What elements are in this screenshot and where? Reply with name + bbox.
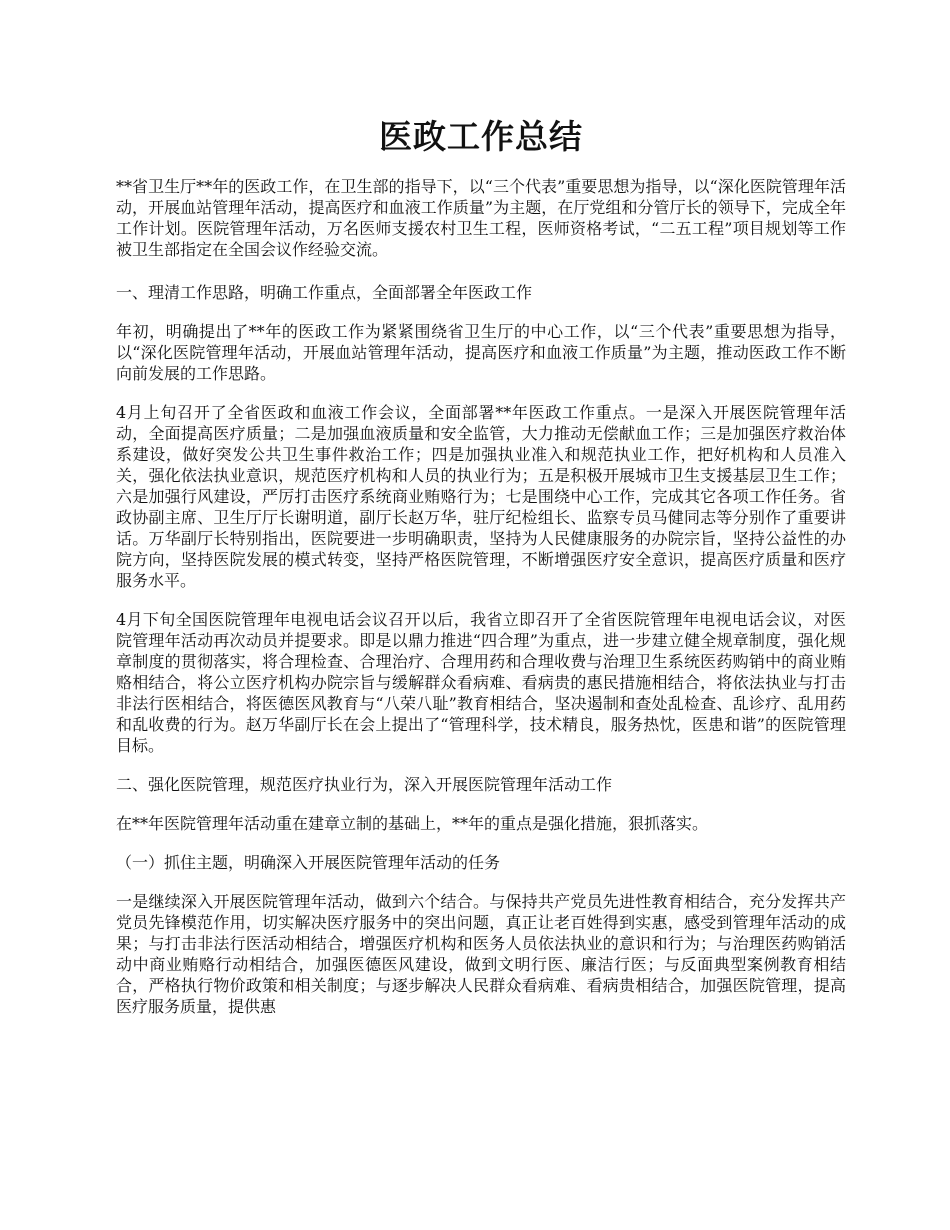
subsection1-paragraph-1: 一是继续深入开展医院管理年活动，做到六个结合。与保持共产党员先进性教育相结合，充分发挥共产党员先锋模范作用，切实解决医疗服务中的突出问题，真正让老百姓得到实惠，感受到管理年活动的成果；与打击非法行医活动相结合，增强医疗机构和医务人员依法执业的意识和行为；与治理医药购销活动中商业贿赂行动相结合，加强医德医风建设，做到文明行医、廉洁行医；与反面典型案例教育相结合，严格执行物价政策和相关制度；与逐步解决人民群众看病难、看病贵相结合，加强医院管理，提高医疗服务质量，提供惠 — [116, 892, 846, 1016]
section1-paragraph-1: 年初，明确提出了**年的医政工作为紧紧围绕省卫生厅的中心工作，以“三个代表”重要思想为指导，以“深化医院管理年活动，开展血站管理年活动，提高医疗和血液工作质量”为主题，推动医政工作不断向前发展的工作思路。 — [116, 322, 846, 383]
document-page — [116, 0, 846, 1230]
section-heading-2: 二、强化医院管理，规范医疗执业行为，深入开展医院管理年活动工作 — [116, 775, 613, 794]
intro-paragraph: **省卫生厅**年的医政工作，在卫生部的指导下，以“三个代表”重要思想为指导，以“深化医院管理年活动，开展血站管理年活动，提高医疗和血液工作质量”为主题，在厅党组和分管厅长的领导下，完成全年工作计划。医院管理年活动，万名医师支援农村卫生工程，医师资格考试，“二五工程”项目规划等工作被卫生部指定在全国会议作经验交流。 — [116, 177, 846, 259]
section1-paragraph-2: 4月上旬召开了全省医政和血液工作会议，全面部署**年医政工作重点。一是深入开展医院管理年活动，全面提高医疗质量；二是加强血液质量和安全监管，大力推动无偿献血工作；三是加强医疗救治体系建设，做好突发公共卫生事件救治工作；四是加强执业准入和规范执业工作，把好机构和人员准入关，强化依法执业意识，规范医疗机构和人员的执业行为；五是积极开展城市卫生支援基层卫生工作；六是加强行风建设，严厉打击医疗系统商业贿赂行为；七是围绕中心工作，完成其它各项工作任务。省政协副主席、卫生厅厅长谢明道，副厅长赵万华，驻厅纪检组长、监察专员马健同志等分别作了重要讲话。万华副厅长特别指出，医院要进一步明确职责，坚持为人民健康服务的办院宗旨，坚持公益性的办院方向，坚持医院发展的模式转变，坚持严格医院管理，不断增强医疗安全意识，提高医疗质量和医疗服务水平。 — [116, 403, 846, 590]
section1-paragraph-3: 4月下旬全国医院管理年电视电话会议召开以后，我省立即召开了全省医院管理年电视电话会议，对医院管理年活动再次动员并提要求。即是以鼎力推进“四合理”为重点，进一步建立健全规章制度，强化规章制度的贯彻落实，将合理检查、合理治疗、合理用药和合理收费与治理卫生系统医药购销中的商业贿赂相结合，将公立医疗机构办院宗旨与缓解群众看病难、看病贵的惠民措施相结合，将依法执业与打击非法行医相结合，将医德医风教育与“八荣八耻”教育相结合，坚决遏制和查处乱检查、乱诊疗、乱用药和乱收费的行为。赵万华副厅长在会上提出了“管理科学，技术精良，服务热忱，医患和谐”的医院管理目标。 — [116, 610, 846, 755]
section2-paragraph-1: 在**年医院管理年活动重在建章立制的基础上，**年的重点是强化措施，狠抓落实。 — [116, 814, 709, 833]
subsection-heading-1: （一）抓住主题，明确深入开展医院管理年活动的任务 — [116, 853, 501, 872]
document-title: 医政工作总结 — [379, 117, 583, 156]
section-heading-1: 一、理清工作思路，明确工作重点，全面部署全年医政工作 — [116, 283, 533, 302]
